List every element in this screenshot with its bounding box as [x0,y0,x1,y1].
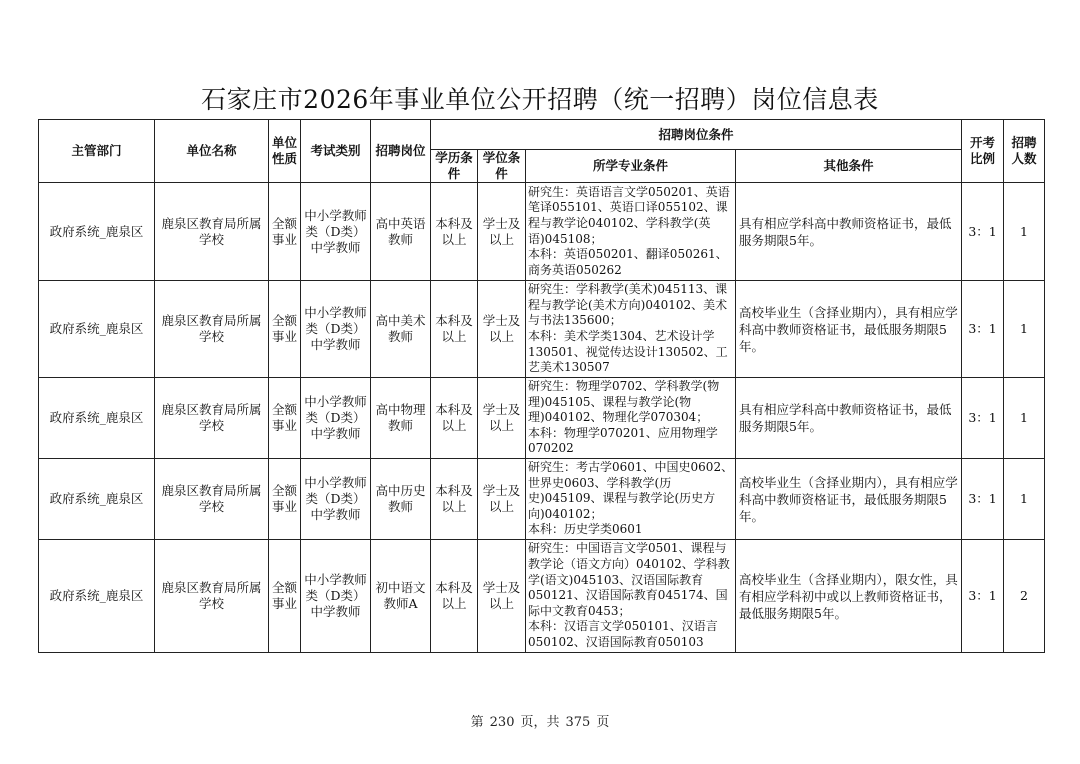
cell-unit-name: 鹿泉区教育局所属学校 [155,378,269,459]
header-exam-type: 考试类别 [301,120,371,183]
cell-unit-type: 全额事业 [269,183,301,281]
footer-page-total: 375 [565,715,591,730]
cell-degree: 学士及以上 [478,378,526,459]
table-body [39,183,1045,653]
cell-unit-name: 鹿泉区教育局所属学校 [155,281,269,378]
cell-edu: 本科及以上 [431,183,478,281]
cell-ratio: 3：1 [962,281,1004,378]
footer-prefix: 第 [470,715,484,730]
footer-mid: 页，共 [520,715,560,730]
cell-position: 高中物理教师 [371,378,431,459]
cell-ratio: 3：1 [962,183,1004,281]
header-count: 招聘人数 [1004,120,1045,183]
header-unit-type: 单位性质 [269,120,301,183]
header-major: 所学专业条件 [526,150,736,183]
table-row [39,540,1045,653]
cell-unit-name: 鹿泉区教育局所属学校 [155,459,269,540]
cell-edu: 本科及以上 [431,378,478,459]
cell-exam-type: 中小学教师类（D类）中学教师 [301,183,371,281]
table-row [39,459,1045,540]
cell-count: 1 [1004,281,1045,378]
cell-other: 高校毕业生（含择业期内），具有相应学科高中教师资格证书，最低服务期限5年。 [736,281,962,378]
table-row [39,281,1045,378]
cell-edu: 本科及以上 [431,540,478,653]
cell-degree: 学士及以上 [478,281,526,378]
cell-exam-type: 中小学教师类（D类）中学教师 [301,540,371,653]
header-degree: 学位条件 [478,150,526,183]
header-row-1 [39,120,1045,150]
cell-edu: 本科及以上 [431,459,478,540]
cell-count: 1 [1004,459,1045,540]
page-footer [0,711,1080,730]
table-row [39,183,1045,281]
cell-unit-type: 全额事业 [269,281,301,378]
cell-major: 研究生：英语语言文学050201、英语笔译055101、英语口译055102、课程与教学论040102、学科教学(英语)045108； 本科：英语050201、翻译050261、商务英语050262 [526,183,736,281]
cell-count: 1 [1004,378,1045,459]
cell-exam-type: 中小学教师类（D类）中学教师 [301,281,371,378]
cell-unit-type: 全额事业 [269,540,301,653]
cell-dept: 政府系统_鹿泉区 [39,459,155,540]
cell-count: 2 [1004,540,1045,653]
header-position: 招聘岗位 [371,120,431,183]
cell-dept: 政府系统_鹿泉区 [39,183,155,281]
cell-dept: 政府系统_鹿泉区 [39,540,155,653]
cell-ratio: 3：1 [962,459,1004,540]
table-row [39,378,1045,459]
header-conditions: 招聘岗位条件 [431,120,962,150]
cell-degree: 学士及以上 [478,183,526,281]
cell-exam-type: 中小学教师类（D类）中学教师 [301,378,371,459]
cell-other: 高校毕业生（含择业期内），限女性，具有相应学科初中或以上教师资格证书，最低服务期限5年。 [736,540,962,653]
cell-dept: 政府系统_鹿泉区 [39,378,155,459]
cell-unit-name: 鹿泉区教育局所属学校 [155,540,269,653]
cell-ratio: 3：1 [962,540,1004,653]
cell-position: 高中英语教师 [371,183,431,281]
cell-unit-type: 全额事业 [269,378,301,459]
cell-major: 研究生：考古学0601、中国史0602、世界史0603、学科教学(历史)045109、课程与教学论(历史方向)040102； 本科：历史学类0601 [526,459,736,540]
cell-major: 研究生：中国语言文学0501、课程与教学论（语文方向）040102、学科教学(语文)045103、汉语国际教育050121、汉语国际教育045174、国际中文教育0453； 本科：汉语言文学050101、汉语言050102、汉语国际教育050103 [526,540,736,653]
header-edu: 学历条件 [431,150,478,183]
positions-table [38,119,1045,653]
header-unit-name: 单位名称 [155,120,269,183]
cell-unit-type: 全额事业 [269,459,301,540]
cell-position: 高中历史教师 [371,459,431,540]
cell-edu: 本科及以上 [431,281,478,378]
cell-exam-type: 中小学教师类（D类）中学教师 [301,459,371,540]
cell-major: 研究生：物理学0702、学科教学(物理)045105、课程与教学论(物理)040102、物理化学070304； 本科：物理学070201、应用物理学070202 [526,378,736,459]
header-ratio: 开考比例 [962,120,1004,183]
cell-other: 高校毕业生（含择业期内），具有相应学科高中教师资格证书，最低服务期限5年。 [736,459,962,540]
cell-unit-name: 鹿泉区教育局所属学校 [155,183,269,281]
header-dept: 主管部门 [39,120,155,183]
footer-page-number: 230 [489,715,515,730]
footer-suffix: 页 [596,715,610,730]
cell-degree: 学士及以上 [478,540,526,653]
cell-dept: 政府系统_鹿泉区 [39,281,155,378]
document-title: 石家庄市2026年事业单位公开招聘（统一招聘）岗位信息表 [201,85,879,114]
cell-ratio: 3：1 [962,378,1004,459]
cell-other: 具有相应学科高中教师资格证书，最低服务期限5年。 [736,183,962,281]
cell-degree: 学士及以上 [478,459,526,540]
cell-position: 高中美术教师 [371,281,431,378]
cell-count: 1 [1004,183,1045,281]
cell-position: 初中语文教师A [371,540,431,653]
cell-other: 具有相应学科高中教师资格证书，最低服务期限5年。 [736,378,962,459]
header-other: 其他条件 [736,150,962,183]
cell-major: 研究生：学科教学(美术)045113、课程与教学论(美术方向)040102、美术与书法135600； 本科：美术学类1304、艺术设计学130501、视觉传达设计130502、工艺美术130507 [526,281,736,378]
